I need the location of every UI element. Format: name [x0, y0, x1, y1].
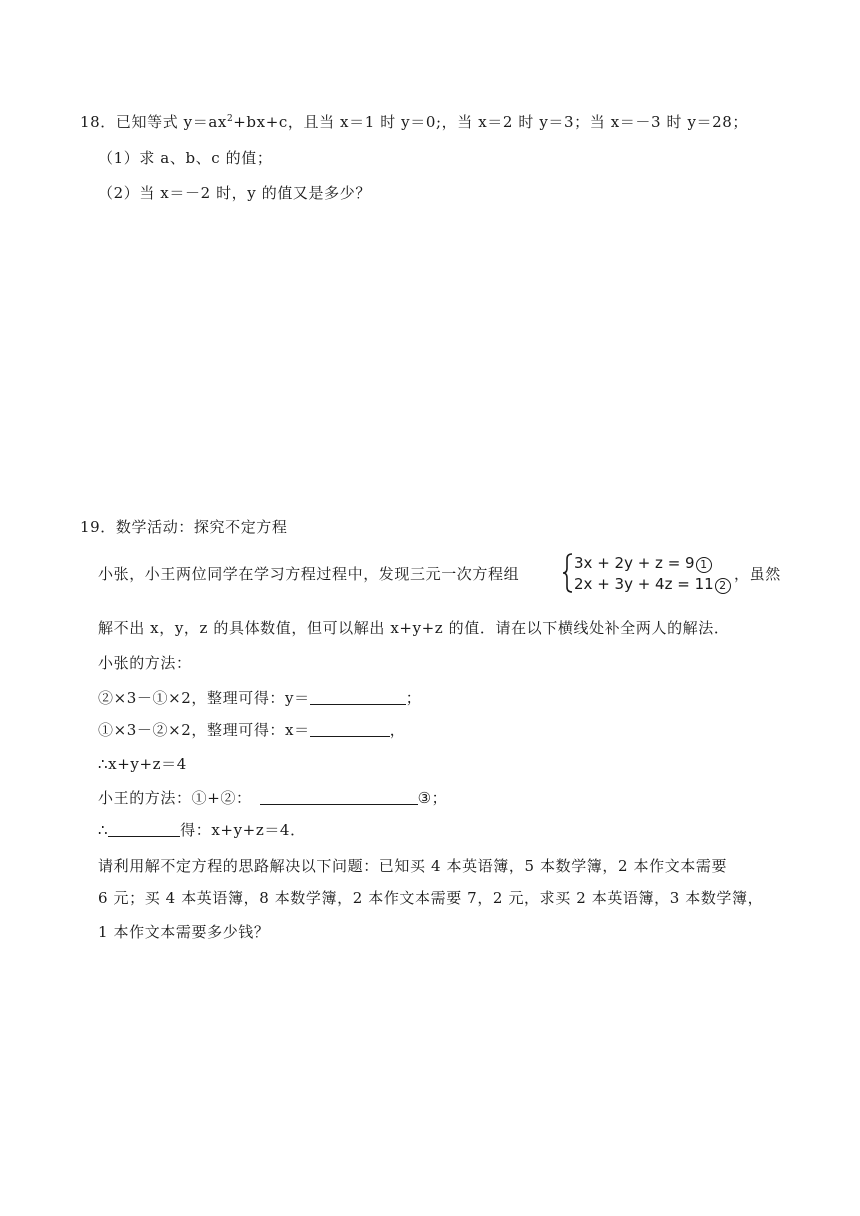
left-brace: [562, 553, 574, 593]
q19-title: 数学活动：探究不定方程: [115, 518, 288, 536]
q18-stem-b: +bx+c，且当 x＝1 时 y＝0;，当 x＝2 时 y＝3；当 x＝－3 时 y＝28；: [233, 113, 749, 131]
problem-line-1: 请利用解不定方程的思路解决以下问题：已知买 4 本英语簿，5 本数学簿，2 本作文本需要: [98, 857, 728, 875]
circled-2-marker: 2: [715, 578, 731, 594]
q19-intro-b: ，虽然: [734, 565, 781, 583]
q18-part1: （1）求 a、b、c 的值；: [98, 149, 273, 167]
zhang-step-2: [98, 720, 405, 740]
equation-1: [574, 553, 712, 573]
answer-blank-y[interactable]: [310, 689, 406, 705]
zhang-step-1-text: ②×3－①×2，整理可得：y＝: [98, 689, 310, 707]
wang-method-end: ③；: [417, 789, 448, 807]
q18-part2: （2）当 x＝－2 时，y 的值又是多少？: [98, 184, 371, 202]
answer-blank-x[interactable]: [310, 721, 390, 737]
q19-title-line: [80, 517, 288, 537]
equation-1-text: 3x + 2y + z = 9: [574, 554, 695, 572]
zhang-step-1: [98, 688, 421, 708]
q18-number: 18．: [80, 113, 116, 131]
q18-stem: [80, 112, 748, 132]
zhang-result: ∴x+y+z＝4: [98, 755, 187, 773]
problem-line-3: 1 本作文本需要多少钱？: [98, 923, 270, 941]
q18-exponent: 2: [226, 114, 234, 124]
problem-line-2: 6 元；买 4 本英语簿，8 本数学簿，2 本作文本需要 7，2 元，求买 2 本英语簿，3 本数学簿，: [98, 889, 764, 907]
equation-2-text: 2x + 3y + 4z = 11: [574, 575, 714, 593]
wang-method-text: 小王的方法：①+②：: [98, 789, 252, 807]
q18-stem-a: 已知等式 y＝ax: [115, 113, 227, 131]
wang-method: [98, 788, 447, 808]
q19-intro-c: 解不出 x，y，z 的具体数值，但可以解出 x+y+z 的值．请在以下横线处补全两人的解法．: [98, 619, 730, 637]
answer-blank-step[interactable]: [108, 821, 180, 837]
zhang-method-label: 小张的方法：: [98, 654, 192, 672]
equation-system: [562, 553, 742, 593]
wang-result-text: 得：x+y+z＝4．: [180, 821, 306, 839]
therefore-symbol: ∴: [98, 821, 109, 839]
answer-blank-sum[interactable]: [260, 789, 418, 805]
zhang-step-1-end: ；: [405, 689, 422, 707]
circled-1-marker: 1: [696, 557, 712, 573]
q19-number: 19．: [80, 518, 116, 536]
q19-intro-a: 小张，小王两位同学在学习方程过程中，发现三元一次方程组: [98, 565, 520, 583]
zhang-step-2-end: ，: [389, 721, 406, 739]
equation-2: [574, 574, 731, 594]
zhang-step-2-text: ①×3－②×2，整理可得：x＝: [98, 721, 310, 739]
wang-result: [98, 820, 306, 840]
